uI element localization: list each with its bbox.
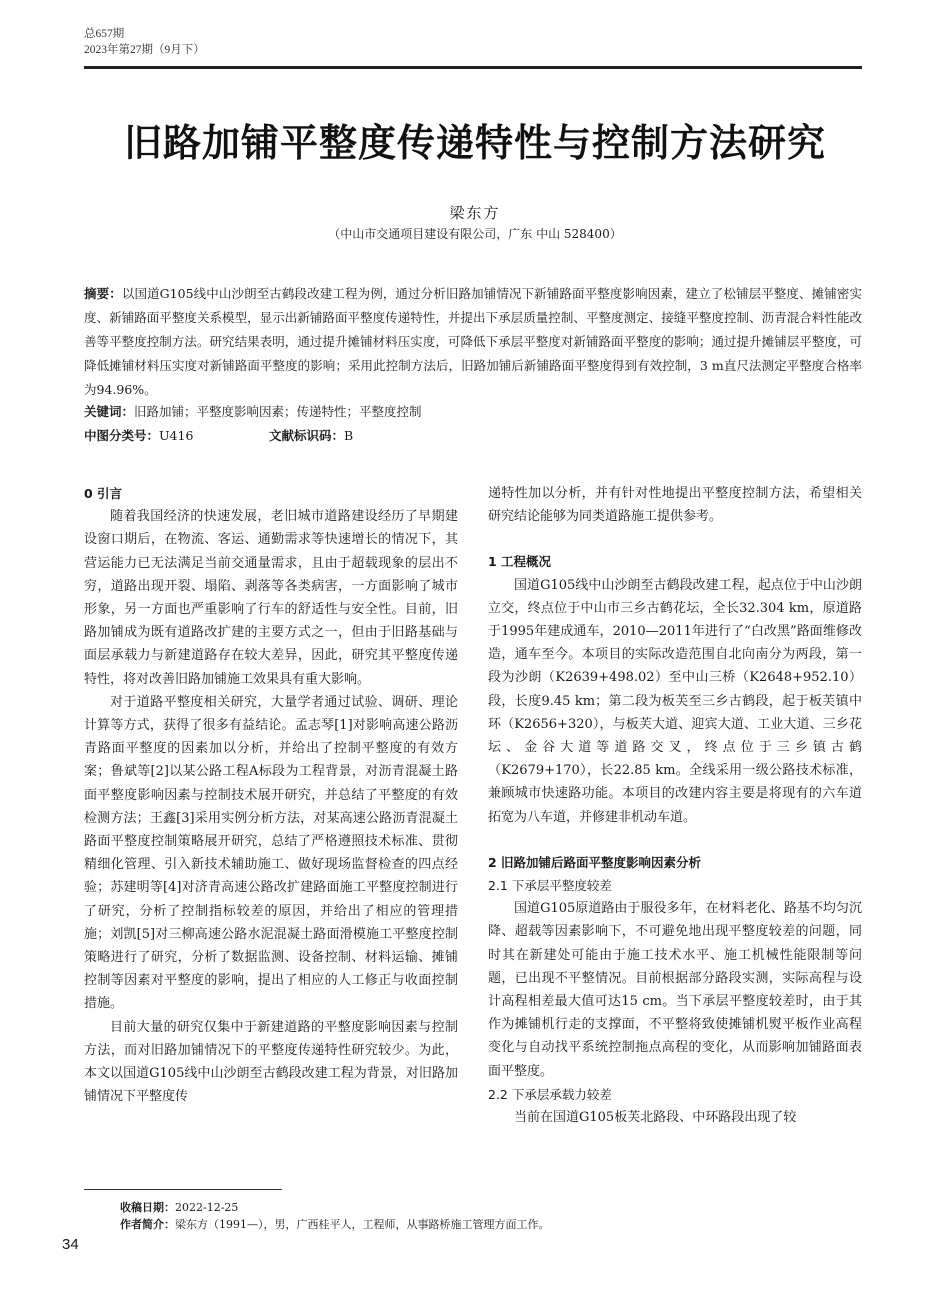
body-paragraph: 目前大量的研究仅集中于新建道路的平整度影响因素与控制方法，而对旧路加铺情况下的平整度传递特性研究较少。为此，本文以国道G105线中山沙朗至古鹤段改建工程为背景，对旧路加铺情况下平整度传 — [84, 1019, 458, 1105]
classification-row — [84, 426, 354, 446]
section-gap — [488, 829, 862, 851]
received-label: 收稿日期： — [120, 1201, 175, 1214]
right-column — [488, 482, 862, 1129]
section-1-title: 1 工程概况 — [488, 554, 552, 570]
body-paragraph: 递特性加以分析，并有针对性地提出平整度控制方法，希望相关研究结论能够为同类道路施工提供参考。 — [488, 486, 862, 525]
journal-header — [84, 26, 205, 58]
body-paragraph: 国道G105线中山沙朗至古鹤段改建工程，起点位于中山沙朗立交，终点位于中山市三乡古鹤花坛，全长32.304 km，原道路于1995年建成通车，2010—2011年进行了“白改黑”路面维修改造，通车至今。本项目的实际改造范围自北向南分为两段，第一段为沙朗（K2639+498.02）至中山三桥（K2648+952.10）段，长度9.45 km；第二段为板芙至三乡古鹤段，起于板芙镇中环（K2656+320），与板芙大道、迎宾大道、工业大道、三乡花坛、金谷大道等道路交叉，终点位于三乡镇古鹤（K2679+170），长22.85 km。全线采用一级公路技术标准，兼顾城市快速路功能。本项目的改建内容主要是将现有的六车道拓宽为八车道，并修建非机动车道。 — [488, 577, 862, 825]
body-paragraph: 当前在国道G105板芙北路段、中环路段出现了较 — [514, 1110, 797, 1126]
author-affiliation: （中山市交通项目建设有限公司，广东 中山 528400） — [328, 227, 622, 241]
abstract — [84, 282, 862, 402]
page-number: 34 — [62, 1236, 79, 1253]
paper-title: 旧路加铺平整度传递特性与控制方法研究 — [123, 121, 826, 165]
issue-date: 2023年第27期（9月下） — [84, 44, 205, 56]
abstract-label: 摘要： — [84, 286, 122, 301]
author-bio — [120, 1216, 550, 1233]
body-paragraph: 对于道路平整度相关研究，大量学者通过试验、调研、理论计算等方式，获得了很多有益结论。孟志琴[1]对影响高速公路沥青路面平整度的因素加以分析，并给出了控制平整度的有效方案；鲁斌等[2]以某公路工程A标段为工程背景，对沥青混凝土路面平整度影响因素与控制技术展开研究，并总结了平整度的有效检测方法；王鑫[3]采用实例分析方法，对某高速公路沥青混凝土路面平整度控制策略展开研究，总结了严格遵照技术标准、贯彻精细化管理、引入新技术辅助施工、做好现场监督检查的四点经验；苏建明等[4]对济青高速公路改扩建路面施工平整度控制进行了研究，分析了控制指标较差的原因，并给出了相应的管理措施；刘凯[5]对三柳高速公路水泥混凝土路面滑模施工平整度控制策略进行了研究，分析了数据监测、设备控制、材料运输、摊铺控制等因素对平整度的影响，提出了相应的人工修正与收面控制措施。 — [84, 694, 458, 1012]
header-rule — [84, 66, 862, 69]
subsection-2-2-title: 2.2 下承层承载力较差 — [488, 1086, 612, 1102]
subsection-2-1-title: 2.1 下承层平整度较差 — [488, 878, 612, 894]
left-column — [84, 482, 458, 1108]
footnote — [120, 1199, 550, 1233]
issue-total: 总657期 — [84, 28, 125, 40]
footnote-rule — [84, 1189, 282, 1190]
keywords-label: 关键词： — [84, 404, 135, 419]
doc-code-label: 文献标识码： — [269, 428, 345, 443]
clc-label: 中图分类号： — [84, 428, 160, 443]
author-name: 梁东方 — [449, 204, 501, 222]
keywords — [84, 402, 422, 422]
doc-code — [269, 426, 353, 446]
author-bio-label: 作者简介： — [120, 1218, 175, 1231]
body-paragraph: 随着我国经济的快速发展，老旧城市道路建设经历了早期建设窗口期后，在物流、客运、通勤需求等快速增长的情况下，其营运能力已无法满足当前交通量需求，且由于超载现象的层出不穷，道路出现开裂、塌陷、剥落等各类病害，一方面影响了城市形象，另一方面也严重影响了行车的舒适性与安全性。目前，旧路加铺成为既有道路改扩建的主要方式之一，但由于旧路基础与面层承载力与新建道路存在较大差异，因此，研究其平整度传递特性，将对改善旧路加铺施工效果具有重大影响。 — [84, 509, 458, 687]
received-date — [120, 1199, 550, 1216]
section-gap — [488, 528, 862, 550]
body-paragraph: 国道G105原道路由于服役多年，在材料老化、路基不均匀沉降、超载等因素影响下，不可避免地出现平整度较差的问题，同时其在新建处可能由于施工技术水平、施工机械性能限制等问题，已出现不平整情况。目前根据部分路段实测，实际高程与设计高程相差最大值可达15 cm。当下承层平整度较差时，由于其作为摊铺机行走的支撑面，不平整将致使摊铺机熨平板作业高程变化与自动找平系统控制拖点高程的变化，从而影响加铺路面表面平整度。 — [488, 901, 862, 1079]
doc-code-value: B — [344, 428, 354, 443]
abstract-text: 以国道G105线中山沙朗至古鹤段改建工程为例，通过分析旧路加铺情况下新铺路面平整度影响因素，建立了松铺层平整度、摊铺密实度、新铺路面平整度关系模型，显示出新铺路面平整度传递特性，并提出下承层质量控制、平整度测定、接缝平整度控制、沥青混合料性能改善等平整度控制方法。研究结果表明，通过提升摊铺材料压实度，可降低下承层平整度对新铺路面平整度的影响；通过提升摊铺层平整度，可降低摊铺材料压实度对新铺路面平整度的影响；采用此控制方法后，旧路加铺后新铺路面平整度得到有效控制，3 m直尺法测定平整度合格率为94.96%。 — [84, 286, 862, 397]
section-2-title: 2 旧路加铺后路面平整度影响因素分析 — [488, 854, 702, 870]
keywords-text: 旧路加铺；平整度影响因素；传递特性；平整度控制 — [134, 404, 422, 419]
received-value: 2022-12-25 — [175, 1201, 239, 1214]
clc-value: U416 — [159, 428, 194, 443]
author-bio-text: 梁东方（1991—），男，广西桂平人，工程师，从事路桥施工管理方面工作。 — [175, 1218, 550, 1231]
section-0-title: 0 引言 — [84, 486, 123, 501]
